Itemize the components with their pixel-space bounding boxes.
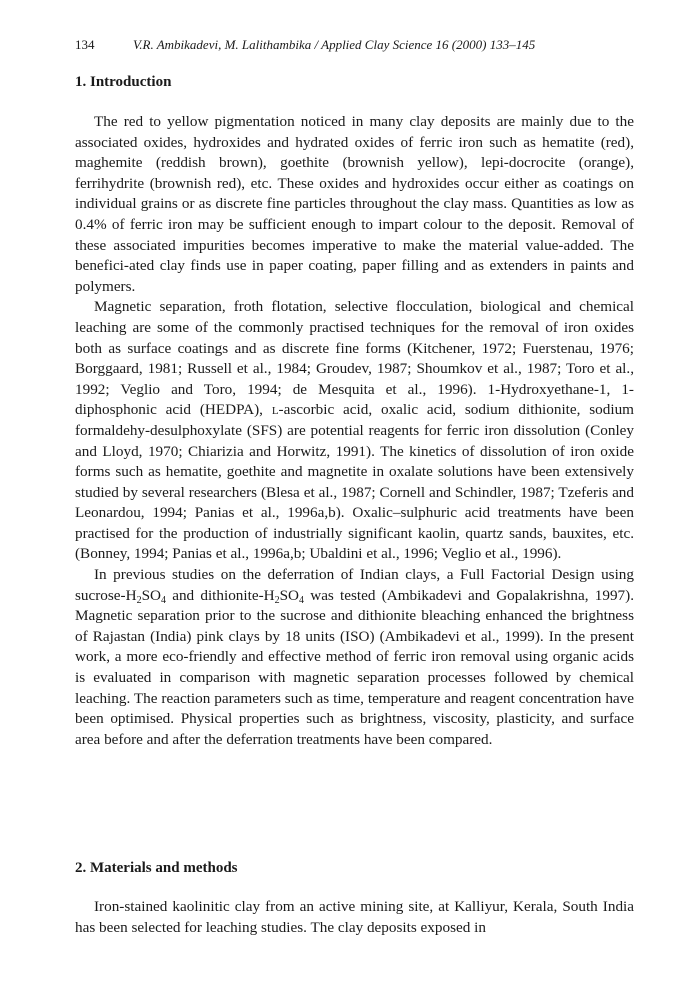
page-number: 134 (75, 37, 95, 52)
text-run: In previous studies on the deferration of Indian clays, a Full Factorial Design using sucrose-H (75, 566, 634, 604)
section-heading-materials-methods: 2. Materials and methods (75, 860, 238, 876)
subscript: 2 (274, 594, 280, 606)
paragraph (75, 565, 634, 750)
paragraph: The red to yellow pigmentation noticed in many clay deposits are mainly due to the associated oxides, hydroxides and hydrated oxides of ferric iron such as hematite (red), maghemite (reddish brown), goethite (brownish yellow), lepi-docrocite (orange), ferrihydrite (brownish red), etc. These oxides and hydroxides occur either as coatings on individual grains or as discrete fine particles throughout the clay mass. Quantities as low as 0.4% of ferric iron may be sufficient enough to impart colour to the deposit. Removal of these associated impurities becomes imperative to make the material value-added. The benefici-ated clay finds use in paper coating, paper filling and as extenders in paints and polymers. (75, 113, 634, 295)
subscript: 4 (161, 594, 166, 606)
subscript: 4 (299, 594, 305, 606)
text-run: -ascorbic acid, oxalic acid, sodium dithionite, sodium formaldehy-desulphoxylate (SFS) are potential reagents for ferric iron dissolution (Conley and Lloyd, 1970; Chiarizia and Horwitz, 1991). The kinetics of dissolution of iron oxide forms such as hematite, goethite and magnetite in oxalate solutions have been extensively studied by several researchers (Blesa et al., 1987; Cornell and Schindler, 1987; Tzeferis and Leonardou, 1994; Panias et al., 1996a,b). Oxalic–sulphuric acid treatments have been practised for the production of industrially significant kaolin, quartz sands, bauxites, etc. (Bonney, 1994; Panias et al., 1996a,b; Ubaldini et al., 1996; Veglio et al., 1996). (75, 401, 634, 563)
subscript: 2 (136, 594, 142, 606)
running-title: V.R. Ambikadevi, M. Lalithambika / Applied Clay Science 16 (2000) 133–145 (133, 37, 536, 52)
text-run: Magnetic separation, froth flotation, selective flocculation, biological and chemical leaching are some of the commonly practised techniques for the removal of iron oxides both as surface coatings and as discrete fine forms (Kitchener, 1972; Fuerstenau, 1976; Borggaard, 1981; Russell et al., 1984; Groudev, 1987; Shoumkov et al., 1987; Toro et al., 1992; Veglio and Toro, 1994; de Mesquita et al., 1996). 1-Hydroxyethane-1, 1-diphosphonic acid (HEDPA), (75, 298, 634, 419)
text-run: SO (141, 586, 161, 604)
text-run: SO (279, 586, 300, 604)
text-run: and dithionite-H (166, 586, 275, 604)
text-run: was tested (Ambikadevi and Gopalakrishna, 1997). Magnetic separation prior to the sucrose and dithionite bleaching enhanced the brightness of Rajastan (India) pink clays by 18 units (ISO) (Ambikadevi et al., 1999). In the present work, a more eco-friendly and effective method of ferric iron removal using organic acids is evaluated in comparison with magnetic separation processes followed by chemical leaching. The reaction parameters such as time, temperature and reagent concentration have been optimised. Physical properties such as brightness, viscosity, plasticity, and surface area before and after the deferration treatments have been compared. (75, 586, 634, 748)
section-heading-introduction: 1. Introduction (75, 74, 172, 90)
paragraph: Iron-stained kaolinitic clay from an active mining site, at Kalliyur, Kerala, South India has been selected for leaching studies. The clay deposits exposed in (75, 898, 634, 936)
paragraph (75, 297, 634, 565)
small-caps-run: l (271, 401, 279, 419)
running-header (75, 37, 635, 53)
materials-methods-body (75, 897, 634, 938)
introduction-body (75, 112, 634, 750)
